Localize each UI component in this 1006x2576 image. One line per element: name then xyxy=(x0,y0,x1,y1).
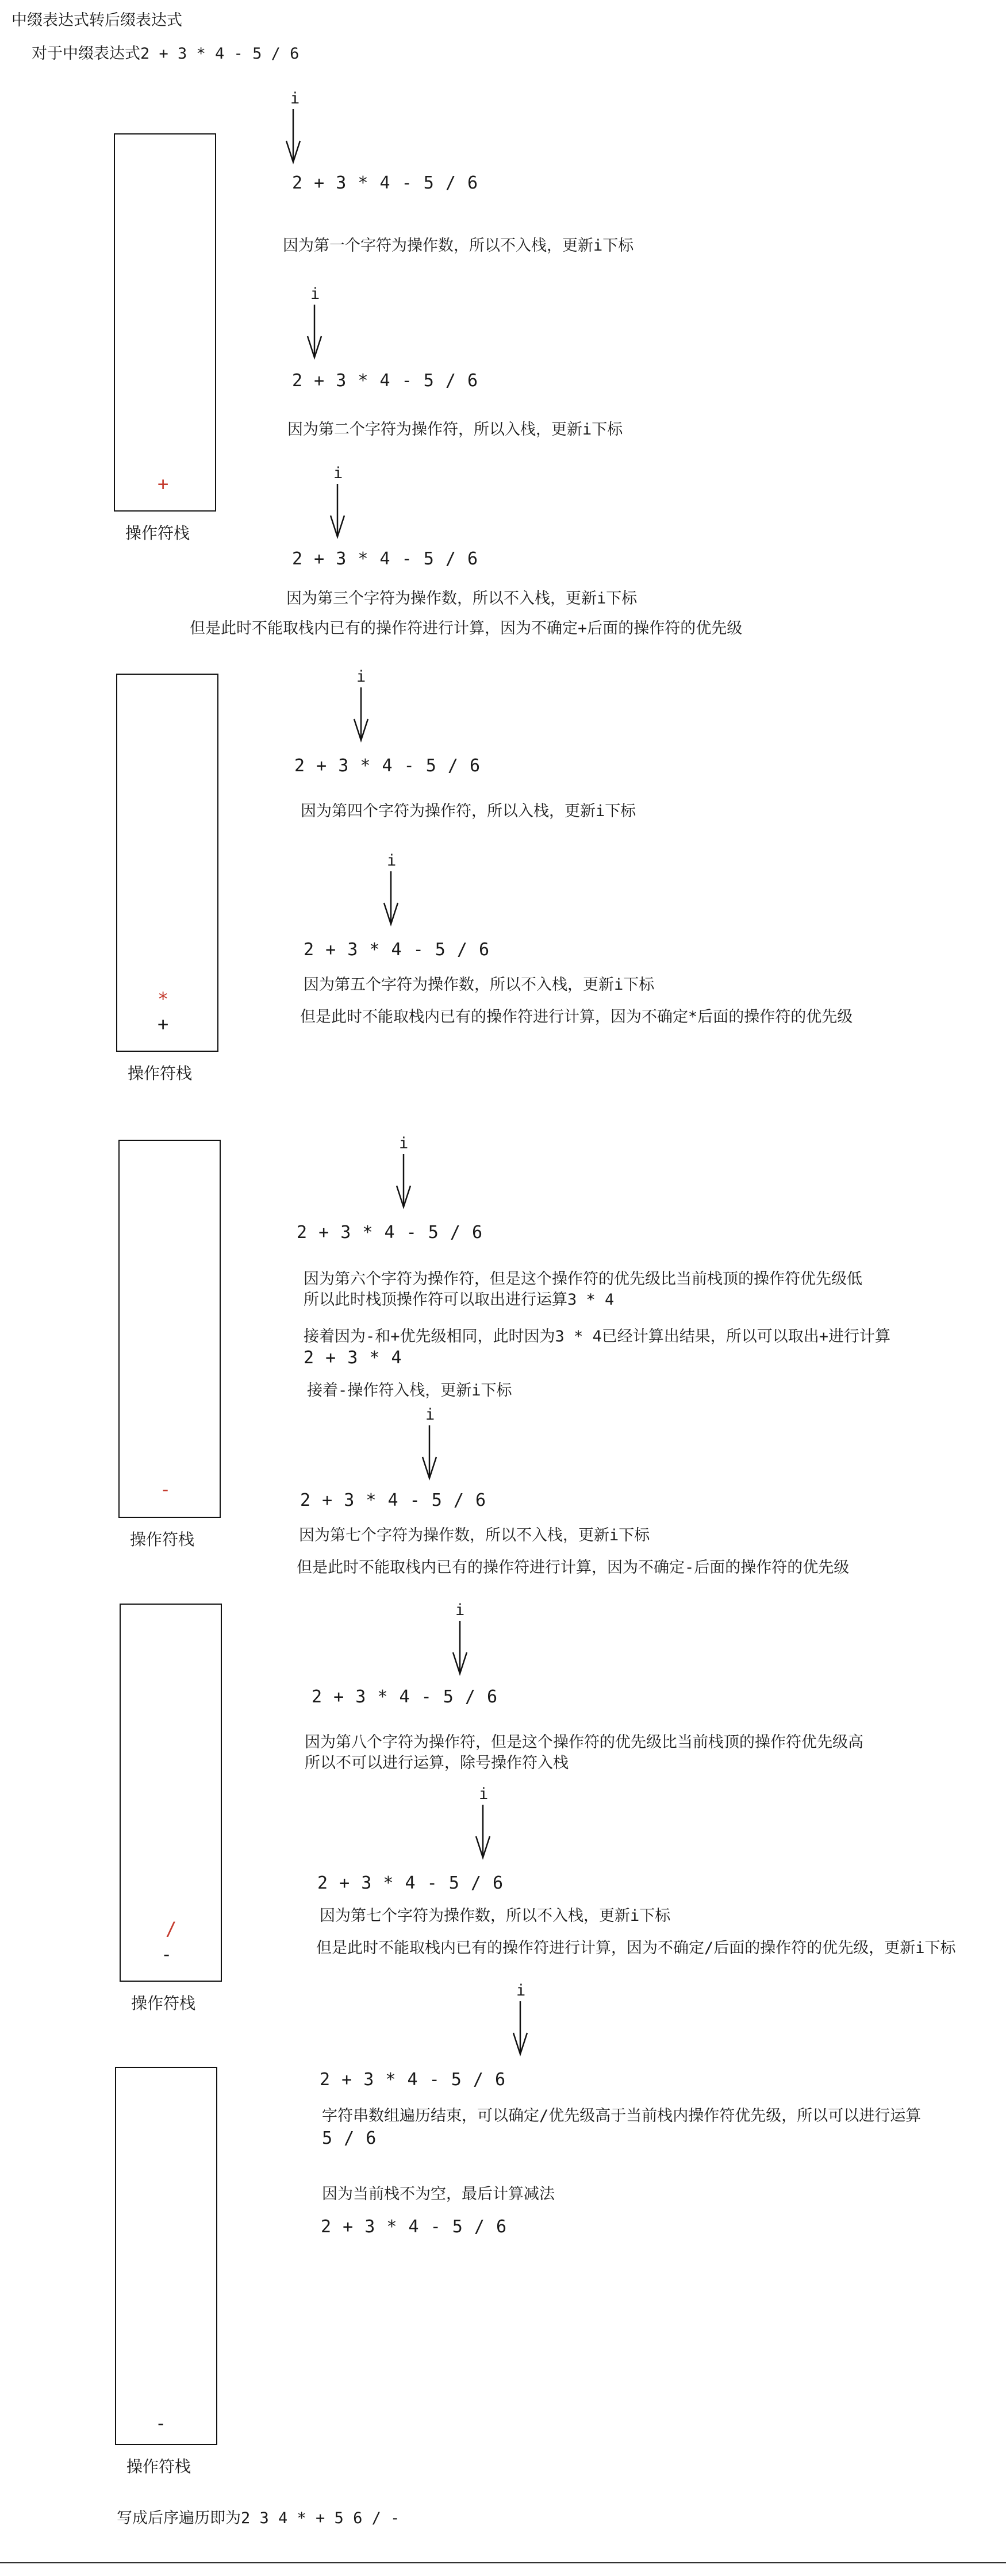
pointer-i-7: i xyxy=(425,1406,435,1424)
note-step-10a: 字符串数组遍历结束，可以确定/优先级高于当前栈内操作符优先级，所以可以进行运算 xyxy=(322,2107,921,2125)
note-step-6b: 所以此时栈顶操作符可以取出进行运算3 * 4 xyxy=(304,1291,615,1309)
expression-step-5: 2 + 3 * 4 - 5 / 6 xyxy=(304,940,490,960)
expression-step-7: 2 + 3 * 4 - 5 / 6 xyxy=(300,1490,487,1510)
stack-label-3: 操作符栈 xyxy=(130,1530,195,1549)
pointer-i-3: i xyxy=(333,464,343,482)
operator-stack-1 xyxy=(114,133,216,512)
operator-stack-4 xyxy=(120,1604,222,1982)
expression-step-4: 2 + 3 * 4 - 5 / 6 xyxy=(294,756,481,776)
stack-item-multiply: * xyxy=(158,988,169,1010)
arrow-down-icon xyxy=(379,871,402,929)
note-step-8b: 所以不可以进行运算，除号操作符入栈 xyxy=(305,1754,569,1772)
stack-label-4: 操作符栈 xyxy=(131,1994,196,2013)
final-postfix-result: 写成后序遍历即为2 3 4 * + 5 6 / - xyxy=(117,2509,400,2527)
arrow-down-icon xyxy=(418,1425,441,1483)
pointer-i-6: i xyxy=(399,1135,409,1152)
pointer-i-2: i xyxy=(310,285,320,303)
stack-item-plus: + xyxy=(158,1013,169,1035)
expression-step-8: 2 + 3 * 4 - 5 / 6 xyxy=(312,1687,498,1707)
operator-stack-2 xyxy=(116,674,218,1052)
arrow-down-icon xyxy=(448,1621,471,1678)
arrow-down-icon xyxy=(509,2001,532,2059)
stack-label-1: 操作符栈 xyxy=(125,524,190,543)
note-step-7: 因为第七个字符为操作数，所以不入栈，更新i下标 xyxy=(299,1527,650,1544)
expression-step-10: 2 + 3 * 4 - 5 / 6 xyxy=(320,2070,506,2090)
arrow-down-icon xyxy=(303,305,326,362)
operator-stack-3 xyxy=(118,1140,221,1518)
stack-item-plus: + xyxy=(158,473,169,495)
expression-step-3: 2 + 3 * 4 - 5 / 6 xyxy=(292,549,479,569)
intro-text: 对于中缀表达式2 + 3 * 4 - 5 / 6 xyxy=(32,45,300,63)
stack-item-minus: - xyxy=(161,1943,172,1965)
note-step-9b: 但是此时不能取栈内已有的操作符进行计算，因为不确定/后面的操作符的优先级，更新i下标 xyxy=(316,1939,956,1957)
note-step-6a: 因为第六个字符为操作符，但是这个操作符的优先级比当前栈顶的操作符优先级低 xyxy=(304,1270,862,1288)
arrow-down-icon xyxy=(350,687,373,745)
note-step-6d: 2 + 3 * 4 xyxy=(304,1348,402,1368)
note-step-5b: 但是此时不能取栈内已有的操作符进行计算，因为不确定*后面的操作符的优先级 xyxy=(300,1008,853,1026)
pointer-i-5: i xyxy=(387,852,397,870)
arrow-down-icon xyxy=(392,1154,415,1212)
arrow-down-icon xyxy=(282,109,305,167)
pointer-i-10: i xyxy=(516,1982,526,2000)
operator-stack-5 xyxy=(115,2067,217,2445)
stack-label-5: 操作符栈 xyxy=(126,2457,191,2476)
page-title: 中缀表达式转后缀表达式 xyxy=(11,11,182,29)
note-step-9: 因为第七个字符为操作数，所以不入栈，更新i下标 xyxy=(320,1907,671,1925)
note-step-11: 因为当前栈不为空，最后计算减法 xyxy=(322,2185,555,2203)
note-step-7b: 但是此时不能取栈内已有的操作符进行计算，因为不确定-后面的操作符的优先级 xyxy=(297,1559,850,1577)
note-step-1: 因为第一个字符为操作数，所以不入栈，更新i下标 xyxy=(283,237,634,255)
note-step-3b: 但是此时不能取栈内已有的操作符进行计算，因为不确定+后面的操作符的优先级 xyxy=(190,620,743,637)
note-step-2: 因为第二个字符为操作符，所以入栈，更新i下标 xyxy=(287,421,623,439)
note-step-11b: 2 + 3 * 4 - 5 / 6 xyxy=(321,2217,508,2237)
pointer-i-1: i xyxy=(290,90,300,107)
expression-step-6: 2 + 3 * 4 - 5 / 6 xyxy=(297,1222,483,1243)
expression-step-1: 2 + 3 * 4 - 5 / 6 xyxy=(292,173,479,193)
arrow-down-icon xyxy=(326,484,349,541)
note-step-4: 因为第四个字符为操作符，所以入栈，更新i下标 xyxy=(301,802,636,820)
bottom-divider xyxy=(0,2562,1006,2563)
note-step-3: 因为第三个字符为操作数，所以不入栈，更新i下标 xyxy=(286,590,638,608)
note-step-6e: 接着-操作符入栈，更新i下标 xyxy=(307,1382,512,1400)
stack-item-divide: / xyxy=(166,1918,177,1940)
pointer-i-9: i xyxy=(479,1785,489,1803)
note-step-10b: 5 / 6 xyxy=(322,2128,377,2148)
arrow-down-icon xyxy=(471,1805,494,1862)
pointer-i-4: i xyxy=(356,668,366,686)
pointer-i-8: i xyxy=(455,1601,465,1619)
stack-item-minus: - xyxy=(160,1478,171,1500)
note-step-5: 因为第五个字符为操作数，所以不入栈，更新i下标 xyxy=(304,976,655,994)
expression-step-2: 2 + 3 * 4 - 5 / 6 xyxy=(292,371,479,391)
note-step-6c: 接着因为-和+优先级相同，此时因为3 * 4已经计算出结果，所以可以取出+进行计算 xyxy=(304,1328,891,1345)
stack-item-minus: - xyxy=(155,2412,167,2434)
stack-label-2: 操作符栈 xyxy=(128,1064,193,1083)
note-step-8a: 因为第八个字符为操作符，但是这个操作符的优先级比当前栈顶的操作符优先级高 xyxy=(305,1733,863,1751)
expression-step-9: 2 + 3 * 4 - 5 / 6 xyxy=(317,1873,504,1893)
